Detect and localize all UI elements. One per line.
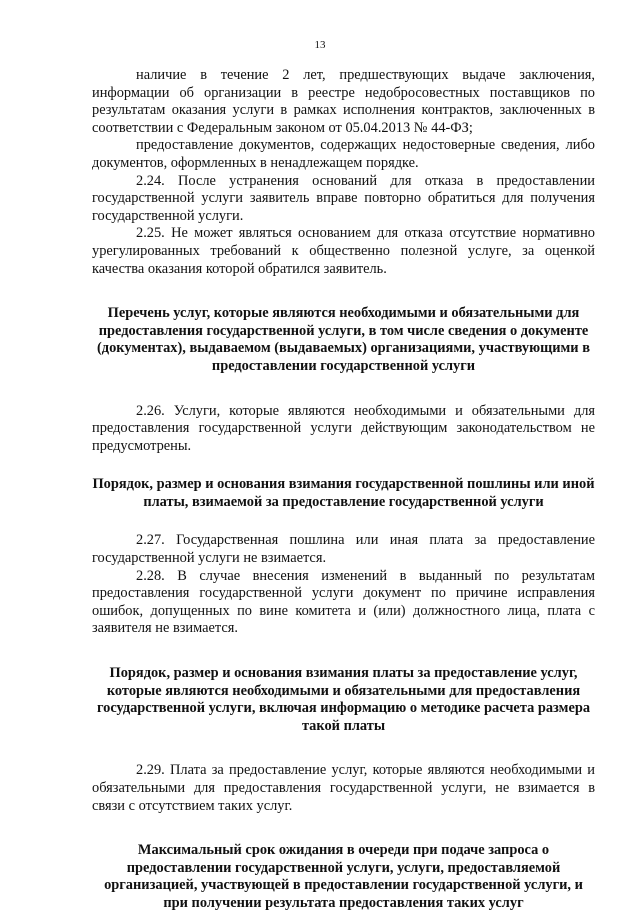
spacer: [92, 815, 595, 842]
spacer: [92, 376, 595, 403]
paragraph-2-27: 2.27. Государственная пошлина или иная плата за предоставление государственной услуги не взимается.: [92, 532, 595, 567]
heading-service-fee: Порядок, размер и основания взимания платы за предоставление услуг, которые являются необходимыми и обязательными для предоставления государственной услуги, включая информацию о методике расчета размера такой платы: [96, 665, 591, 734]
heading-required-services: Перечень услуг, которые являются необходимыми и обязательными для предоставления государственной услуги, в том числе сведения о документе (документах), выдаваемом (выдаваемых) организациями, участвующими в предоставлении государственной услуги: [97, 305, 590, 374]
spacer: [92, 511, 595, 532]
paragraph-2-24: 2.24. После устранения оснований для отказа в предоставлении государственной услуги заявитель вправе повторно обратиться для получения государственной услуги.: [92, 172, 595, 224]
paragraph-2-28: 2.28. В случае внесения изменений в выданный по результатам предоставления государственной услуги документ по причине исправления ошибок, допущенных по вине комитета и (или) должностного лица, плата с заявителя не взимается.: [92, 567, 595, 637]
paragraph-false-documents: предоставление документов, содержащих недостоверные сведения, либо документов, оформленных в ненадлежащем порядке.: [92, 137, 595, 171]
paragraph-2-25: 2.25. Не может являться основанием для отказа отсутствие нормативно урегулированных требований к общественно полезной услуге, за оценкой качества оказания которой обратился заявитель.: [92, 225, 595, 277]
spacer: [92, 455, 595, 476]
heading-max-waiting-time: Максимальный срок ожидания в очереди при подаче запроса о предоставлении государственной услуги, услуги, предоставляемой организацией, участвующей в предоставлении государственной услуги, и при получении результата предоставления таких услуг: [104, 842, 583, 911]
paragraph-register-info: наличие в течение 2 лет, предшествующих выдаче заключения, информации об организации в реестре недобросовестных поставщиков по результатам оказания услуги в рамках исполнения контрактов, заключенных в соответствии с Федеральным законом от 05.04.2013 № 44-ФЗ;: [92, 67, 595, 136]
spacer: [92, 638, 595, 665]
spacer: [92, 735, 595, 762]
document-body: [92, 67, 595, 913]
heading-state-fee: Порядок, размер и основания взимания государственной пошлины или иной платы, взимаемой за предоставление государственной услуги: [92, 476, 595, 510]
paragraph-2-29: 2.29. Плата за предоставление услуг, которые являются необходимыми и обязательными для предоставления государственной услуги, не взимается в связи с отсутствием таких услуг.: [92, 762, 595, 814]
paragraph-2-26: 2.26. Услуги, которые являются необходимыми и обязательными для предоставления государственной услуги действующим законодательством не предусмотрены.: [92, 402, 595, 454]
page-number: 13: [314, 39, 326, 51]
spacer: [92, 278, 595, 305]
